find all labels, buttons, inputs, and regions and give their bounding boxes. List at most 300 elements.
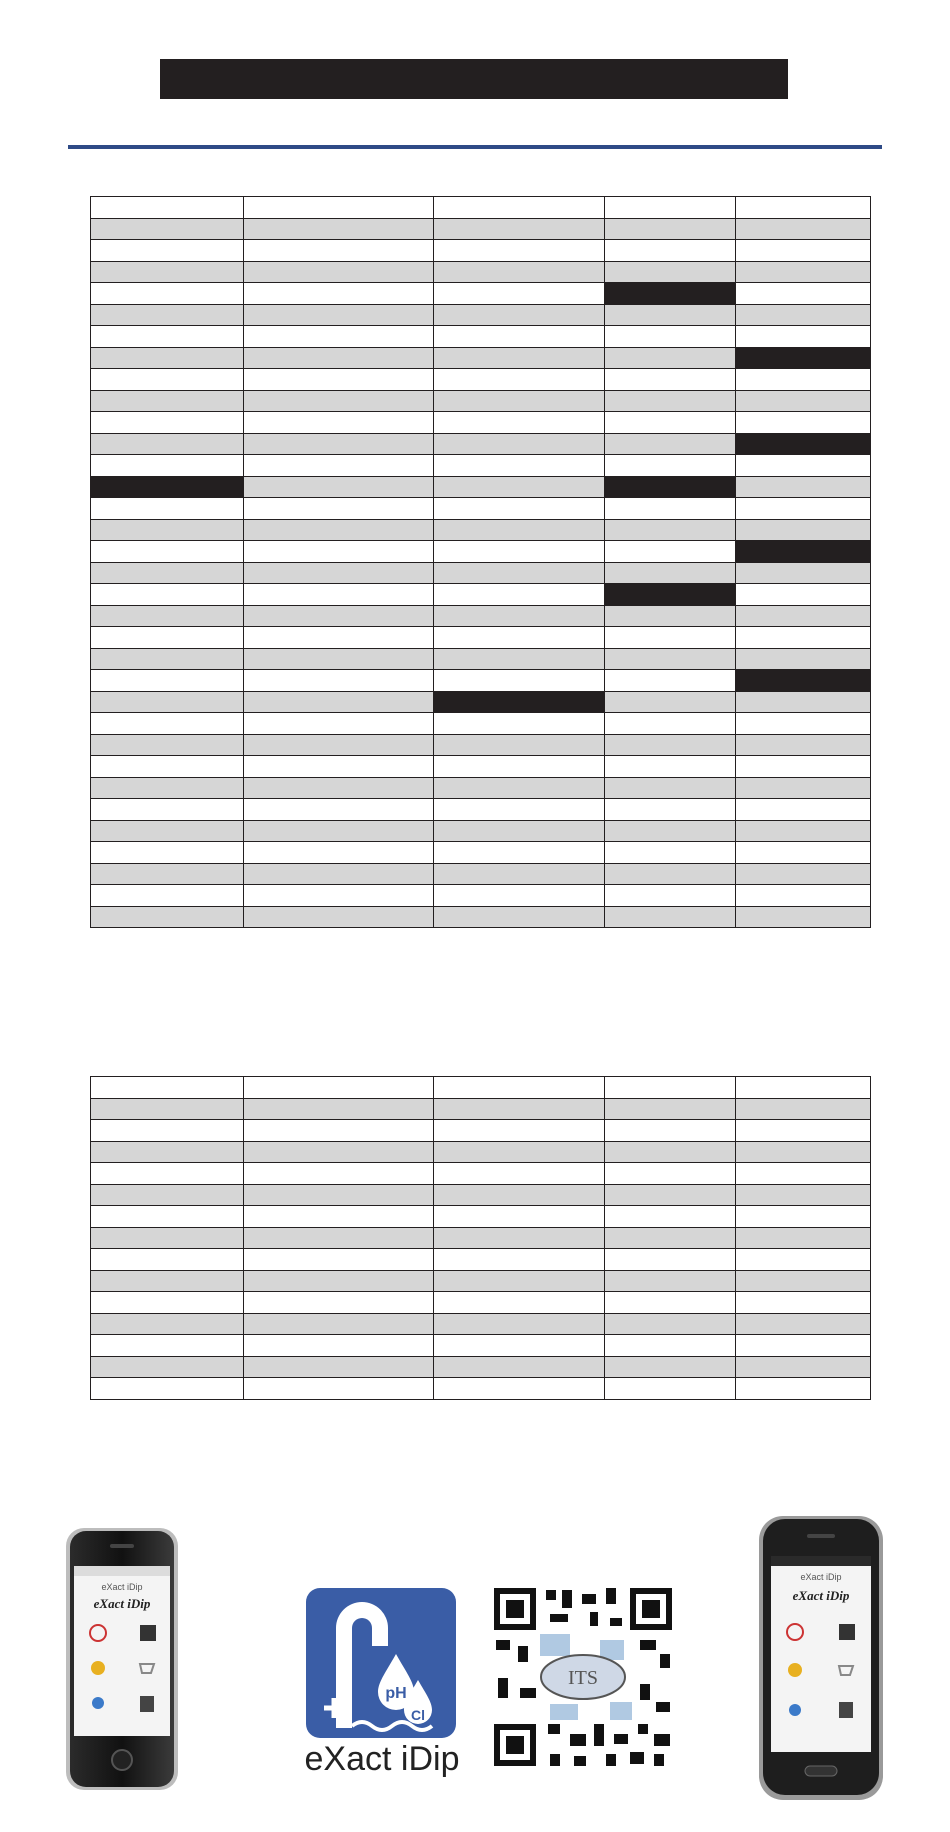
table-cell [91, 1313, 244, 1335]
table-cell [736, 498, 871, 520]
table-cell [434, 1227, 605, 1249]
table-cell [244, 842, 434, 864]
table-cell [434, 218, 605, 240]
table-cell [434, 842, 605, 864]
table-cell [605, 1206, 736, 1228]
table-cell [91, 713, 244, 735]
svg-text:eXact iDip: eXact iDip [101, 1582, 143, 1592]
table-cell [91, 756, 244, 778]
table-row [91, 906, 871, 928]
table-cell [605, 713, 736, 735]
table-cell [91, 1270, 244, 1292]
table-cell [244, 1098, 434, 1120]
table-cell [244, 648, 434, 670]
table-row [91, 1356, 871, 1378]
svg-text:eXact iDip: eXact iDip [93, 1596, 151, 1611]
table-row [91, 562, 871, 584]
table-row [91, 885, 871, 907]
results-table-1 [90, 196, 871, 928]
table-cell [736, 842, 871, 864]
table-cell [244, 1270, 434, 1292]
table-cell [434, 1356, 605, 1378]
table-cell [605, 734, 736, 756]
table-row [91, 1077, 871, 1099]
table-cell [434, 1378, 605, 1400]
table-cell [736, 1378, 871, 1400]
table-cell [605, 756, 736, 778]
table-cell [244, 261, 434, 283]
table-cell [244, 412, 434, 434]
table-cell [91, 412, 244, 434]
table-row [91, 1270, 871, 1292]
table-cell [736, 562, 871, 584]
table-row [91, 713, 871, 735]
table-cell [605, 820, 736, 842]
table-cell [244, 455, 434, 477]
table-cell [244, 369, 434, 391]
table-cell [244, 691, 434, 713]
table-row [91, 1120, 871, 1142]
table-cell [91, 347, 244, 369]
table-cell [91, 691, 244, 713]
table-row [91, 283, 871, 305]
table-cell [605, 390, 736, 412]
table-cell [434, 498, 605, 520]
table-cell [605, 1098, 736, 1120]
table-cell [605, 1184, 736, 1206]
table-cell [736, 670, 871, 692]
table-cell [244, 498, 434, 520]
table-cell [91, 1120, 244, 1142]
table-row [91, 777, 871, 799]
table-cell [605, 691, 736, 713]
table-cell [91, 326, 244, 348]
table-cell [434, 863, 605, 885]
table-row [91, 1227, 871, 1249]
table-row [91, 1098, 871, 1120]
table-cell [91, 562, 244, 584]
table-row [91, 197, 871, 219]
table-cell [434, 1206, 605, 1228]
table-cell [605, 1378, 736, 1400]
table-cell [244, 197, 434, 219]
table-cell [736, 1163, 871, 1185]
table-cell [605, 412, 736, 434]
table-cell [91, 1163, 244, 1185]
table-cell [91, 498, 244, 520]
table-cell [91, 304, 244, 326]
app-name-label: eXact iDip [304, 1740, 460, 1778]
table-cell [434, 1163, 605, 1185]
table-cell [434, 605, 605, 627]
table-cell [434, 1313, 605, 1335]
table-cell [91, 283, 244, 305]
table-cell [605, 218, 736, 240]
table-cell [91, 541, 244, 563]
table-cell [736, 1077, 871, 1099]
exact-idip-app-icon [306, 1588, 456, 1738]
table-cell [434, 369, 605, 391]
table-cell [244, 756, 434, 778]
table-cell [605, 584, 736, 606]
table-cell [605, 1141, 736, 1163]
table-row [91, 1378, 871, 1400]
table-cell [91, 734, 244, 756]
table-row [91, 326, 871, 348]
table-cell [244, 670, 434, 692]
table-cell [736, 734, 871, 756]
qr-code-icon[interactable] [490, 1584, 676, 1770]
table-cell [605, 1292, 736, 1314]
table-row [91, 691, 871, 713]
table-cell [244, 1356, 434, 1378]
table-cell [91, 1292, 244, 1314]
table-row [91, 476, 871, 498]
table-cell [605, 1356, 736, 1378]
table-cell [91, 799, 244, 821]
table-cell [434, 584, 605, 606]
table-cell [736, 283, 871, 305]
table-row [91, 261, 871, 283]
table-cell [605, 541, 736, 563]
table-row [91, 541, 871, 563]
table-cell [91, 820, 244, 842]
table-row [91, 648, 871, 670]
table-cell [91, 369, 244, 391]
table-cell [244, 1227, 434, 1249]
table-cell [434, 1292, 605, 1314]
table-cell [736, 1098, 871, 1120]
table-cell [605, 283, 736, 305]
table-cell [434, 734, 605, 756]
table-cell [244, 1335, 434, 1357]
table-cell [91, 1335, 244, 1357]
table-cell [91, 1184, 244, 1206]
table-cell [244, 304, 434, 326]
table-cell [736, 412, 871, 434]
table-cell [736, 1249, 871, 1271]
table-row [91, 390, 871, 412]
table-cell [91, 1206, 244, 1228]
table-cell [91, 390, 244, 412]
table-cell [434, 1141, 605, 1163]
table-cell [434, 562, 605, 584]
table-cell [434, 756, 605, 778]
table-row [91, 1141, 871, 1163]
svg-text:eXact iDip: eXact iDip [800, 1572, 842, 1582]
table-cell [244, 777, 434, 799]
table-row [91, 1184, 871, 1206]
table-cell [244, 218, 434, 240]
table-row [91, 627, 871, 649]
table-cell [434, 1335, 605, 1357]
table-cell [605, 1249, 736, 1271]
table-cell [244, 519, 434, 541]
table-row [91, 1249, 871, 1271]
table-cell [736, 455, 871, 477]
table-cell [605, 1077, 736, 1099]
table-cell [736, 197, 871, 219]
table-cell [736, 691, 871, 713]
table-cell [605, 455, 736, 477]
table-cell [244, 906, 434, 928]
table-cell [605, 1120, 736, 1142]
table-row [91, 304, 871, 326]
table-cell [736, 476, 871, 498]
table-cell [244, 541, 434, 563]
table-row [91, 820, 871, 842]
table-cell [244, 1141, 434, 1163]
table-cell [434, 820, 605, 842]
table-cell [91, 1141, 244, 1163]
table-cell [736, 390, 871, 412]
table-cell [434, 1184, 605, 1206]
table-cell [244, 1120, 434, 1142]
results-table-2 [90, 1076, 871, 1400]
table-cell [736, 218, 871, 240]
table-row [91, 756, 871, 778]
table-row [91, 218, 871, 240]
svg-text:eXact iDip: eXact iDip [792, 1588, 850, 1603]
table-cell [605, 519, 736, 541]
table-row [91, 842, 871, 864]
table-cell [434, 261, 605, 283]
table-row [91, 433, 871, 455]
table-cell [244, 1163, 434, 1185]
table-cell [736, 1270, 871, 1292]
table-cell [605, 1163, 736, 1185]
table-cell [91, 627, 244, 649]
table-cell [434, 1249, 605, 1271]
table-cell [434, 691, 605, 713]
table-cell [434, 1098, 605, 1120]
table-cell [736, 326, 871, 348]
table-cell [91, 519, 244, 541]
table-row [91, 584, 871, 606]
table-cell [244, 734, 434, 756]
table-cell [244, 885, 434, 907]
table-cell [91, 476, 244, 498]
table-cell [434, 906, 605, 928]
table-cell [736, 1313, 871, 1335]
table-cell [736, 648, 871, 670]
table-cell [434, 777, 605, 799]
table-cell [736, 777, 871, 799]
table-cell [244, 1249, 434, 1271]
table-cell [244, 605, 434, 627]
table-cell [736, 863, 871, 885]
table-row [91, 799, 871, 821]
table-cell [244, 562, 434, 584]
table-cell [736, 799, 871, 821]
table-cell [736, 541, 871, 563]
table-cell [736, 584, 871, 606]
table-cell [605, 326, 736, 348]
table-cell [91, 240, 244, 262]
table-row [91, 1163, 871, 1185]
table-cell [736, 304, 871, 326]
table-cell [244, 390, 434, 412]
cl-badge: Cl [411, 1707, 425, 1723]
table-cell [91, 863, 244, 885]
table-row [91, 519, 871, 541]
table-row [91, 240, 871, 262]
table-cell [244, 713, 434, 735]
table-cell [434, 476, 605, 498]
table-cell [605, 648, 736, 670]
table-row [91, 605, 871, 627]
table-cell [244, 347, 434, 369]
table-cell [736, 756, 871, 778]
table-cell [91, 1378, 244, 1400]
table-cell [434, 799, 605, 821]
table-cell [91, 455, 244, 477]
table-cell [434, 1270, 605, 1292]
table-cell [434, 519, 605, 541]
table-cell [91, 906, 244, 928]
table-cell [605, 433, 736, 455]
table-cell [91, 1077, 244, 1099]
table-cell [736, 1227, 871, 1249]
table-cell [736, 1120, 871, 1142]
table-cell [244, 627, 434, 649]
table-cell [736, 713, 871, 735]
table-cell [736, 906, 871, 928]
table-cell [605, 476, 736, 498]
table-cell [434, 627, 605, 649]
table-cell [434, 433, 605, 455]
table-cell [605, 1270, 736, 1292]
table-cell [91, 777, 244, 799]
table-cell [736, 1184, 871, 1206]
header-rule [68, 145, 882, 149]
table-cell [91, 842, 244, 864]
table-cell [434, 455, 605, 477]
table-cell [91, 1356, 244, 1378]
table-cell [434, 670, 605, 692]
table-cell [91, 605, 244, 627]
table-cell [244, 1077, 434, 1099]
table-row [91, 498, 871, 520]
table-cell [434, 283, 605, 305]
table-cell [434, 412, 605, 434]
table-cell [736, 1335, 871, 1357]
table-cell [244, 326, 434, 348]
table-cell [736, 1292, 871, 1314]
table-cell [434, 1077, 605, 1099]
table-cell [605, 1227, 736, 1249]
table-row [91, 347, 871, 369]
iphone-icon [62, 1528, 182, 1790]
table-cell [434, 390, 605, 412]
table-row [91, 670, 871, 692]
table-cell [244, 1184, 434, 1206]
table-cell [605, 605, 736, 627]
table-cell [605, 799, 736, 821]
table-cell [434, 197, 605, 219]
table-cell [605, 1335, 736, 1357]
table-cell [736, 1356, 871, 1378]
table-cell [605, 777, 736, 799]
table-cell [736, 369, 871, 391]
table-cell [244, 1292, 434, 1314]
table-cell [244, 584, 434, 606]
qr-badge-text: ITS [568, 1667, 598, 1689]
table-cell [434, 347, 605, 369]
table-cell [244, 1206, 434, 1228]
table-cell [244, 820, 434, 842]
table-cell [91, 885, 244, 907]
title-bar [160, 59, 788, 99]
table-cell [605, 240, 736, 262]
table-row [91, 734, 871, 756]
table-cell [736, 347, 871, 369]
table-cell [434, 240, 605, 262]
table-row [91, 1335, 871, 1357]
table-cell [91, 197, 244, 219]
table-cell [91, 1249, 244, 1271]
table-cell [244, 863, 434, 885]
table-cell [736, 261, 871, 283]
table-cell [91, 1227, 244, 1249]
table-cell [605, 670, 736, 692]
android-phone-icon [757, 1516, 885, 1800]
table-row [91, 1206, 871, 1228]
table-row [91, 1313, 871, 1335]
table-row [91, 369, 871, 391]
table-cell [736, 519, 871, 541]
table-cell [91, 1098, 244, 1120]
table-cell [605, 498, 736, 520]
table-cell [244, 240, 434, 262]
table-cell [736, 627, 871, 649]
table-cell [736, 885, 871, 907]
table-cell [605, 304, 736, 326]
table-cell [605, 347, 736, 369]
table-cell [605, 627, 736, 649]
table-row [91, 1292, 871, 1314]
table-row [91, 455, 871, 477]
ph-badge: pH [385, 1685, 407, 1702]
table-cell [91, 218, 244, 240]
table-cell [736, 1141, 871, 1163]
table-cell [244, 433, 434, 455]
table-cell [605, 261, 736, 283]
table-row [91, 863, 871, 885]
table-cell [736, 820, 871, 842]
table-row [91, 412, 871, 434]
table-cell [244, 1313, 434, 1335]
table-cell [434, 713, 605, 735]
table-cell [91, 433, 244, 455]
table-cell [434, 648, 605, 670]
table-cell [736, 1206, 871, 1228]
table-cell [605, 863, 736, 885]
table-cell [434, 304, 605, 326]
table-cell [244, 1378, 434, 1400]
table-cell [605, 906, 736, 928]
table-cell [434, 885, 605, 907]
table-cell [605, 197, 736, 219]
table-cell [605, 562, 736, 584]
table-cell [91, 261, 244, 283]
table-cell [736, 605, 871, 627]
table-cell [244, 283, 434, 305]
table-cell [605, 369, 736, 391]
table-cell [605, 885, 736, 907]
table-cell [91, 584, 244, 606]
table-cell [736, 433, 871, 455]
